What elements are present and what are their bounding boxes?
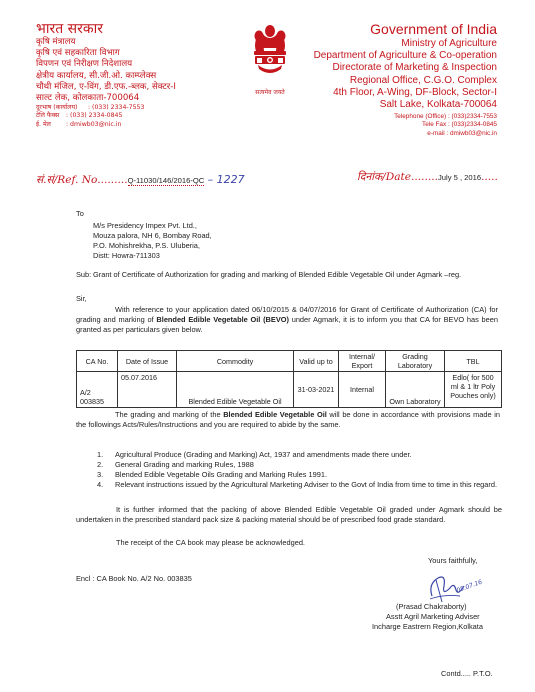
hindi-govt-title: भारत सरकार	[36, 21, 103, 37]
list-item: 2. General Grading and marking Rules, 1988	[97, 460, 254, 469]
english-address-line: Directorate of Marketing & Inspection	[332, 62, 497, 74]
addressee-line: Distt: Howra-711303	[93, 251, 160, 260]
table-cell-date: 05.07.2016	[118, 372, 177, 408]
hindi-line: कृषि एवं सहकारिता विभाग	[36, 48, 120, 59]
paragraph-application: With reference to your application dated 06/10/2015 & 04/07/2016 for Grant of Certificate of Authorization (CA) for grading and marking of Blended Edible Vegetable Oil (BEVO) under Agmark, it is to inform you that CA for BEVO has been granted as per particulars given below.	[76, 305, 498, 334]
english-address-line: 4th Floor, A-Wing, DF-Block, Sector-I	[333, 86, 497, 98]
english-contact-block	[394, 113, 497, 138]
emblem-motto: सत्यमेव जयते	[255, 89, 285, 96]
table-cell-tbl: Edlo( for 500 ml & 1 ltr Poly Pouches only)	[445, 372, 502, 408]
table-header: Commodity	[177, 351, 294, 372]
hindi-contact-fax: टेलि फैक्स : (033) 2334-0845	[36, 112, 123, 120]
signatory-office: Incharge Eastrern Region,Kolkata	[372, 622, 483, 631]
continued-note: Contd..... P.T.O.	[441, 669, 493, 678]
signatory-designation: Asstt Agril Marketing Adviser	[386, 612, 480, 621]
commodity-bold: Blended Edible Vegetable Oil	[223, 410, 327, 419]
reference-label: सं.सं/Ref. No.	[36, 174, 101, 186]
addressee-line: P.O. Mohishrekha, P.S. Uluberia,	[93, 241, 200, 250]
hindi-line: क्षेत्रीय कार्यालय, सी.जी.ओ. काम्प्लेक्स	[36, 70, 157, 81]
table-cell-lab: Own Laboratory	[386, 372, 445, 408]
state-emblem	[248, 22, 292, 102]
reference-value: Q-11030/146/2016-QC	[127, 176, 205, 185]
table-header: Date of Issue	[118, 351, 177, 372]
list-item: 4. Relevant instructions issued by the Agricultural Marketing Adviser to the Govt of India from time to time in this regard.	[97, 480, 498, 489]
hindi-contact-email: ई. मेल : dmiwb03@nic.in	[36, 120, 122, 128]
handwritten-dispatch-number: – 1227	[207, 173, 245, 186]
english-contact-phone: Telephone (Office) : (033)2334-7553	[394, 113, 497, 120]
table-header: CA No.	[77, 351, 118, 372]
addressee-block	[93, 221, 212, 261]
table-header: Grading Laboratory	[386, 351, 445, 372]
hindi-address-block	[36, 37, 176, 104]
hindi-line: विपणन एवं निरीक्षण निदेशालय	[36, 59, 133, 70]
enclosure-note: Encl : CA Book No. A/2 No. 003835	[76, 574, 192, 583]
english-address-line: Department of Agriculture & Co-operation	[313, 50, 497, 62]
signatory-name: (Prasad Chakraborty)	[396, 602, 467, 611]
addressee-line: Mouza palora, NH 6, Bombay Road,	[93, 231, 212, 240]
english-address-line: Salt Lake, Kolkata-700064	[379, 99, 497, 111]
table-row	[77, 372, 502, 408]
list-item: 1. Agricultural Produce (Grading and Marking) Act, 1937 and amendments made there under.	[97, 450, 412, 459]
table-header: Internal/ Export	[339, 351, 386, 372]
closing-line: Yours faithfully,	[428, 556, 478, 565]
table-cell-commodity: Blended Edible Vegetable Oil	[177, 372, 294, 408]
english-address-line: Ministry of Agriculture	[401, 38, 497, 49]
paragraph-acknowledge: The receipt of the CA book may please be acknowledged.	[116, 538, 305, 547]
table-cell-ca-no: A/2 003835	[77, 372, 118, 408]
letter-date: दिनांक/Date........July 5 , 2016.....	[357, 171, 498, 183]
subject-label: Sub:	[76, 270, 92, 279]
english-contact-fax: Tele Fax : (033)2334-0845	[422, 121, 497, 129]
commodity-bold: Blended Edible Vegetable Oil (BEVO)	[156, 315, 289, 324]
paragraph-packing: It is further informed that the packing of above Blended Edible Vegetable Oil graded under Agmark should be undertaken in the prescribed standard pack size & packing material should be of prescribed food grade standard.	[76, 505, 502, 524]
reference-number: सं.सं/Ref. No.........Q-11030/146/2016-QC – 1227	[36, 173, 245, 186]
govt-of-india-title: Government of India	[370, 21, 497, 37]
acts-list	[97, 450, 497, 490]
paragraph-provisions: The grading and marking of the Blended Edible Vegetable Oil will be done in accordance with provisions made in the followings Acts/Rules/Instructions and you are required to abide by the same.	[76, 410, 500, 429]
salutation: Sir,	[76, 294, 87, 303]
signature-date: 05.07.16	[455, 578, 484, 595]
addressee-line: M/s Presidency Impex Pvt. Ltd.,	[93, 221, 197, 230]
hindi-line: चौथी मंजिल, ए-विंग, डी.एफ.-ब्लक, सेक्टर-I	[36, 81, 176, 92]
table-header: TBL	[445, 351, 502, 372]
english-contact-email: e-mail : dmiwb03@nic.in	[427, 129, 497, 137]
table-header-row	[77, 351, 502, 372]
list-item: 3. Blended Edible Vegetable Oils Grading and Marking Rules 1991.	[97, 470, 328, 479]
hindi-line: साल्ट लेक, कोलकाता-700064	[36, 93, 140, 104]
table-header: Valid up to	[294, 351, 339, 372]
date-label: दिनांक/Date	[357, 171, 412, 183]
state-emblem-icon	[248, 22, 292, 92]
table-cell-valid: 31-03-2021	[294, 372, 339, 408]
subject-text: Grant of Certificate of Authorization for grading and marking of Blended Edible Vegetable Oil under Agmark –reg.	[93, 270, 462, 279]
hindi-contact-block	[36, 104, 144, 129]
to-label: To	[76, 209, 84, 218]
date-value: July 5 , 2016	[438, 173, 482, 182]
table-cell-internal: Internal	[339, 372, 386, 408]
ca-particulars-table	[76, 350, 502, 408]
english-address-line: Regional Office, C.G.O. Complex	[349, 74, 497, 86]
english-address-block	[314, 38, 497, 111]
hindi-line: कृषि मंत्रालय	[36, 37, 76, 47]
hindi-contact-phone: दूरभाष (कार्यालय) : (033) 2334-7553	[36, 104, 145, 111]
